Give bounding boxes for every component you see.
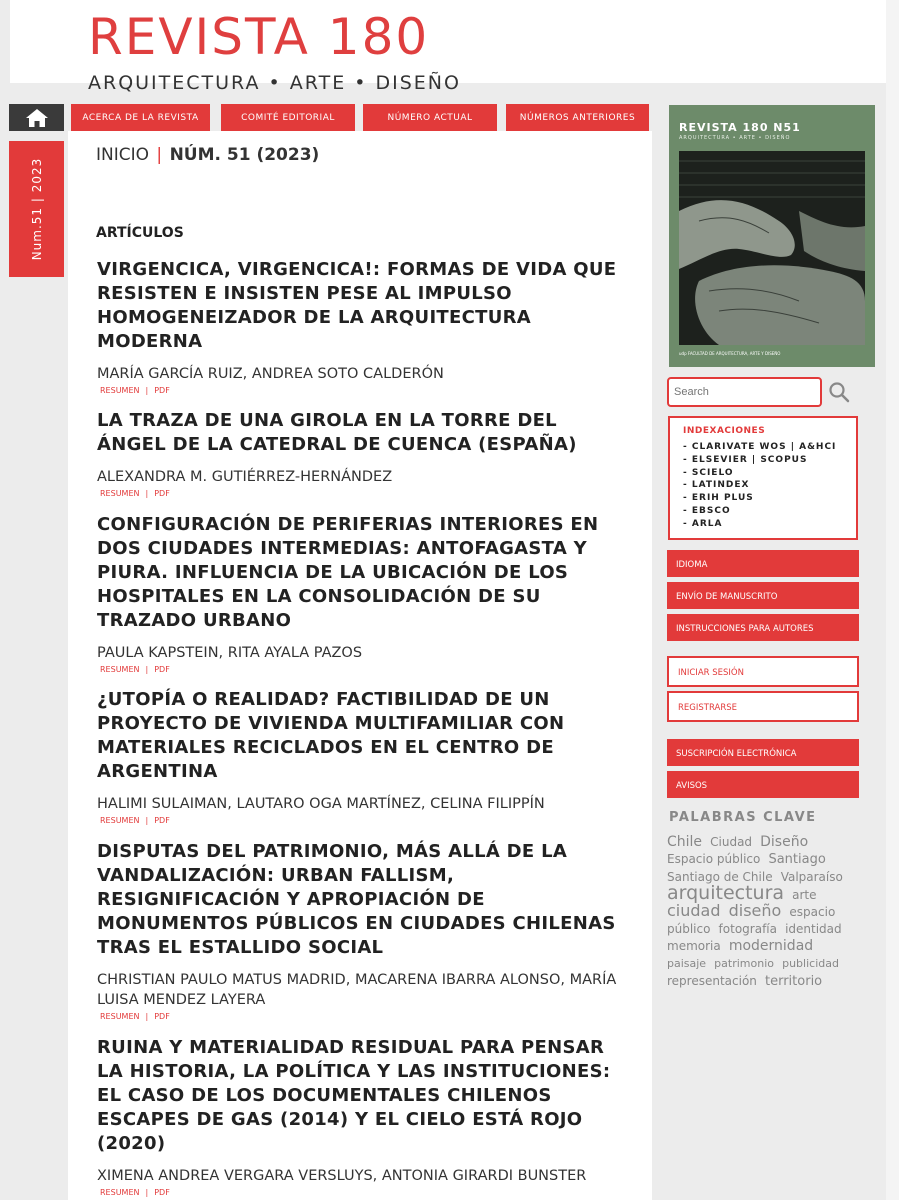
breadcrumb-current: NÚM. 51 (2023) <box>169 145 320 165</box>
article-authors: PAULA KAPSTEIN, RITA AYALA PAZOS <box>97 645 363 661</box>
article-title[interactable]: DISPUTAS DEL PATRIMONIO, MÁS ALLÁ DE LA VANDALIZACIÓN: URBAN FALLISM, RESIGNIFICACIÓN Y APROPIACIÓN DE MONUMENTOS PÚBLICOS EN CIUDADES CHILENAS TRAS EL ESTALLIDO SOCIAL <box>97 841 616 958</box>
article-authors: ALEXANDRA M. GUTIÉRREZ-HERNÁNDEZ <box>97 469 393 485</box>
article-links <box>100 489 627 498</box>
keyword-cloud <box>667 833 857 990</box>
resumen-link[interactable]: RESUMEN <box>100 665 140 674</box>
keyword-link[interactable]: modernidad <box>728 938 814 954</box>
pdf-link[interactable]: PDF <box>154 1012 170 1021</box>
article-authors: HALIMI SULAIMAN, LAUTARO OGA MARTÍNEZ, CELINA FILIPPÍN <box>97 796 545 812</box>
article-title[interactable]: RUINA Y MATERIALIDAD RESIDUAL PARA PENSAR LA HISTORIA, LA POLÍTICA Y LAS INSTITUCIONES: EL CASO DE LOS DOCUMENTALES CHILENOS ESCAPES DE GAS (2014) Y EL CIELO ESTÁ ROJO (2020) <box>97 1037 611 1154</box>
avisos-button[interactable]: AVISOS <box>667 771 859 798</box>
cover-footer: udp FACULTAD DE ARQUITECTURA, ARTE Y DISEÑO <box>679 351 781 356</box>
article-item <box>97 1036 627 1197</box>
article-authors: MARÍA GARCÍA RUIZ, ANDREA SOTO CALDERÓN <box>97 366 444 382</box>
article-item <box>97 258 627 395</box>
article-item <box>97 409 627 498</box>
keyword-link[interactable]: territorio <box>765 974 823 989</box>
site-header <box>10 0 886 94</box>
nav-label: NÚMEROS ANTERIORES <box>519 112 636 123</box>
resumen-link[interactable]: RESUMEN <box>100 816 140 825</box>
home-icon <box>24 107 50 129</box>
indexations-box <box>668 416 858 540</box>
nav-numeros-anteriores[interactable] <box>506 104 649 131</box>
link-separator: | <box>145 1188 149 1197</box>
keyword-link[interactable]: Valparaíso <box>780 870 843 884</box>
article-item <box>97 513 627 674</box>
indexation-item: - SCIELO <box>683 467 734 478</box>
keyword-link[interactable]: Ciudad <box>710 835 753 849</box>
search-icon[interactable] <box>828 381 850 403</box>
link-separator: | <box>145 386 149 395</box>
nav-acerca[interactable] <box>71 104 210 131</box>
article-item <box>97 688 627 825</box>
home-button[interactable] <box>9 104 64 131</box>
keyword-link[interactable]: patrimonio <box>714 957 774 970</box>
page-right-edge <box>886 0 899 1200</box>
indexations-heading: INDEXACIONES <box>683 426 766 436</box>
cover-photo <box>679 151 865 345</box>
pdf-link[interactable]: PDF <box>154 489 170 498</box>
keyword-link[interactable]: publicidad <box>782 957 839 970</box>
keyword-link[interactable]: Santiago de Chile <box>667 870 773 884</box>
indexation-item: - ARLA <box>683 518 723 529</box>
pdf-link[interactable]: PDF <box>154 665 170 674</box>
keyword-link[interactable]: diseño <box>728 901 782 920</box>
link-separator: | <box>145 489 149 498</box>
cover-photo-art <box>679 151 865 345</box>
keyword-link[interactable]: identidad <box>785 922 842 936</box>
keyword-link[interactable]: Diseño <box>760 834 809 850</box>
issue-cover[interactable] <box>669 105 875 367</box>
keyword-link[interactable]: representación <box>667 974 757 988</box>
article-links <box>100 1188 627 1197</box>
indexations-list <box>683 441 856 531</box>
resumen-link[interactable]: RESUMEN <box>100 386 140 395</box>
resumen-link[interactable]: RESUMEN <box>100 1188 140 1197</box>
article-links <box>100 1012 627 1021</box>
article-links <box>100 816 627 825</box>
section-heading: ARTÍCULOS <box>96 225 184 241</box>
indexation-item: - CLARIVATE WOS | A&HCI <box>683 442 837 452</box>
issue-tab <box>9 141 64 277</box>
breadcrumb-separator: | <box>156 145 163 165</box>
article-title[interactable]: VIRGENCICA, VIRGENCICA!: FORMAS DE VIDA QUE RESISTEN E INSISTEN PESE AL IMPULSO HOMOGENEIZADOR DE LA ARQUITECTURA MODERNA <box>97 259 617 352</box>
instrucciones-autores-button[interactable]: INSTRUCCIONES PARA AUTORES <box>667 614 859 641</box>
keyword-link[interactable]: espacio público <box>667 905 836 936</box>
search-input[interactable] <box>667 377 822 407</box>
pdf-link[interactable]: PDF <box>154 1188 170 1197</box>
nav-comite[interactable] <box>221 104 355 131</box>
breadcrumb-home[interactable]: INICIO <box>96 145 150 165</box>
article-links <box>100 386 627 395</box>
idioma-button[interactable]: IDIOMA <box>667 550 859 577</box>
keywords-heading: PALABRAS CLAVE <box>669 810 817 825</box>
indexation-item: - ELSEVIER | SCOPUS <box>683 454 808 465</box>
keyword-link[interactable]: ciudad <box>667 901 721 920</box>
keyword-link[interactable]: arquitectura <box>667 882 785 904</box>
article-authors: CHRISTIAN PAULO MATUS MADRID, MACARENA IBARRA ALONSO, MARÍA LUISA MENDEZ LAYERA <box>97 972 617 1008</box>
indexation-item: - EBSCO <box>683 505 731 516</box>
keyword-link[interactable]: Santiago <box>768 852 826 867</box>
nav-numero-actual[interactable] <box>363 104 497 131</box>
breadcrumb <box>96 145 319 165</box>
nav-label: COMITÉ EDITORIAL <box>241 112 335 123</box>
envio-manuscrito-button[interactable]: ENVÍO DE MANUSCRITO <box>667 582 859 609</box>
issue-tab-label: Num.51 | 2023 <box>30 157 44 261</box>
site-logo-title[interactable]: REVISTA 180 <box>88 8 430 66</box>
cover-title: REVISTA 180 N51 <box>679 121 801 134</box>
pdf-link[interactable]: PDF <box>154 816 170 825</box>
suscripcion-button[interactable]: SUSCRIPCIÓN ELECTRÓNICA <box>667 739 859 766</box>
link-separator: | <box>145 1012 149 1021</box>
link-separator: | <box>145 665 149 674</box>
cover-subtitle: ARQUITECTURA • ARTE • DISEÑO <box>679 135 791 141</box>
article-item <box>97 840 627 1021</box>
keyword-link[interactable]: paisaje <box>667 957 707 970</box>
resumen-link[interactable]: RESUMEN <box>100 489 140 498</box>
article-title[interactable]: ¿UTOPÍA O REALIDAD? FACTIBILIDAD DE UN PROYECTO DE VIVIENDA MULTIFAMILIAR CON MATERIALES RECICLADOS EN EL CENTRO DE ARGENTINA <box>97 689 565 782</box>
article-title[interactable]: CONFIGURACIÓN DE PERIFERIAS INTERIORES EN DOS CIUDADES INTERMEDIAS: ANTOFAGASTA Y PIURA. INFLUENCIA DE LA UBICACIÓN DE LOS HOSPITALES EN LA CONSOLIDACIÓN DE SU TRAZADO URBANO <box>97 514 599 631</box>
article-title[interactable]: LA TRAZA DE UNA GIROLA EN LA TORRE DEL ÁNGEL DE LA CATEDRAL DE CUENCA (ESPAÑA) <box>97 410 577 455</box>
article-links <box>100 665 627 674</box>
keyword-link[interactable]: Espacio público <box>667 852 761 866</box>
login-button[interactable]: INICIAR SESIÓN <box>667 656 859 687</box>
keyword-link[interactable]: fotografía <box>718 922 777 936</box>
article-authors: XIMENA ANDREA VERGARA VERSLUYS, ANTONIA GIRARDI BUNSTER <box>97 1168 587 1184</box>
keyword-link[interactable]: memoria <box>667 939 721 953</box>
link-separator: | <box>145 816 149 825</box>
resumen-link[interactable]: RESUMEN <box>100 1012 140 1021</box>
indexation-item: - ERIH PLUS <box>683 493 754 504</box>
keyword-link[interactable]: Chile <box>667 834 703 850</box>
indexation-item: - LATINDEX <box>683 480 750 491</box>
nav-label: NÚMERO ACTUAL <box>387 112 473 123</box>
pdf-link[interactable]: PDF <box>154 386 170 395</box>
keyword-link[interactable]: arte <box>792 888 817 902</box>
site-logo-subtitle: ARQUITECTURA • ARTE • DISEÑO <box>88 72 461 94</box>
nav-label: ACERCA DE LA REVISTA <box>82 112 199 123</box>
register-button[interactable]: REGISTRARSE <box>667 691 859 722</box>
